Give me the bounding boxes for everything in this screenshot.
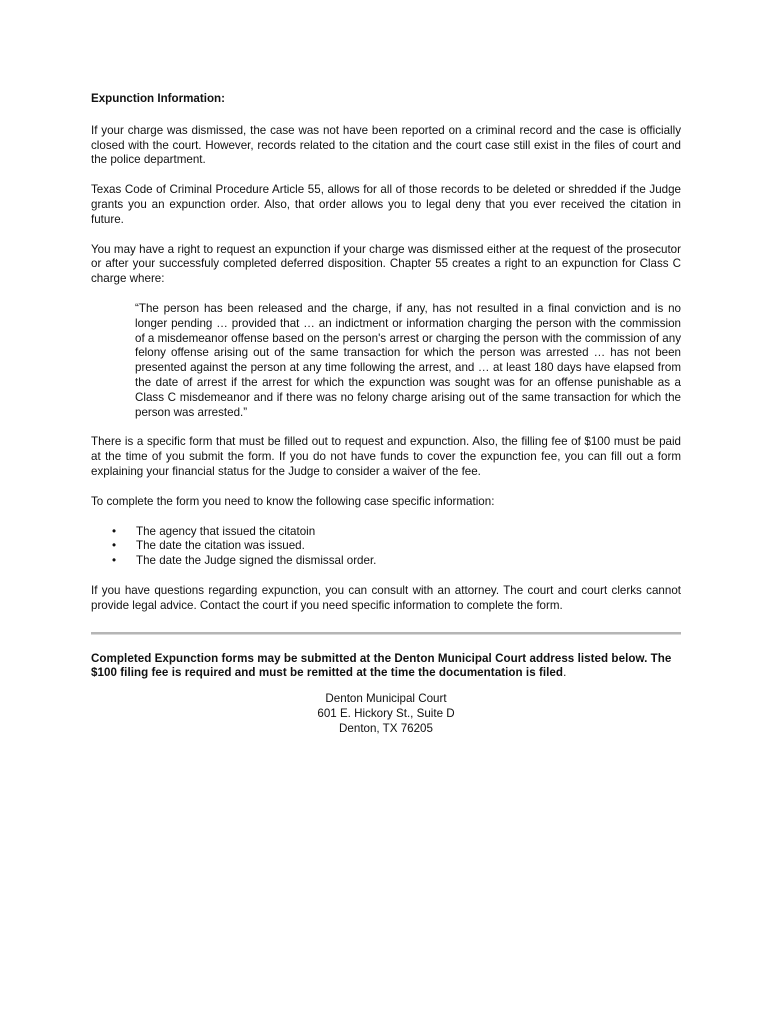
submission-notice-period: . [563,666,567,680]
submission-notice-text: Completed Expunction forms may be submitted at the Denton Municipal Court address listed below. The $100 filing fee is required and must be remitted at the time the documentation is filed [91,651,672,680]
list-item-text: The agency that issued the citatoin [136,524,316,538]
court-city: Denton, TX 76205 [339,722,433,736]
document-page [91,92,681,736]
statute-quote: “The person has been released and the charge, if any, has not resulted in a final conviction and is no longer pending … provided that … an indictment or information charging the person with the commission of a misdemeanor offense based on the person's arrest or charging the person with the commission of any felony offense arising out of the same transaction for which the person was arrested … has not been presented against the person at any time following the arrest, and … at least 180 days have elapsed from the date of arrest if the arrest for which the expunction was sought was for an offense punishable as a Class C misdemeanor and if there was no felony charge arising out of the same transaction for which the person was arrested.” [135,301,681,419]
bullet-icon: • [112,524,117,538]
paragraph-dismissed-charge: If your charge was dismissed, the case was not have been reported on a criminal record and the case is officially closed with the court. However, records related to the citation and the court case still exist in the files of court and the police department. [91,123,681,167]
list-item [91,539,681,554]
case-info-list [91,525,681,569]
submission-notice [91,652,681,682]
list-item [91,525,681,540]
paragraph-form-and-fee: There is a specific form that must be filled out to request and expunction. Also, the filling fee of $100 must be paid at the time of you submit the form. If you do not have funds to cover the expunction fee, you can fill out a form explaining your financial status for the Judge to consider a waiver of the fee. [91,435,681,478]
paragraph-legal-advice: If you have questions regarding expunction, you can consult with an attorney. The court and court clerks cannot provide legal advice. Contact the court if you need specific information to complete the form. [91,583,681,612]
list-item [91,554,681,569]
court-street: 601 E. Hickory St., Suite D [317,707,455,721]
horizontal-divider [91,632,681,635]
paragraph-article-55: Texas Code of Criminal Procedure Article 55, allows for all of those records to be deleted or shredded if the Judge grants you an expunction order. Also, that order allows you to legal deny that you ever received the citation in future. [91,183,681,226]
section-heading: Expunction Information: [91,92,225,105]
paragraph-right-to-request: You may have a right to request an expunction if your charge was dismissed either at the request of the prosecutor or after your successfuly completed deferred disposition. Chapter 55 creates a right to an expunction for Class C charge where: [91,242,681,286]
list-item-text: The date the citation was issued. [136,539,305,553]
paragraph-case-info-intro: To complete the form you need to know the following case specific information: [91,494,495,508]
bullet-icon: • [112,539,117,553]
list-item-text: The date the Judge signed the dismissal order. [136,554,377,568]
court-address [91,691,681,736]
court-name: Denton Municipal Court [325,692,447,706]
bullet-icon: • [112,554,117,568]
